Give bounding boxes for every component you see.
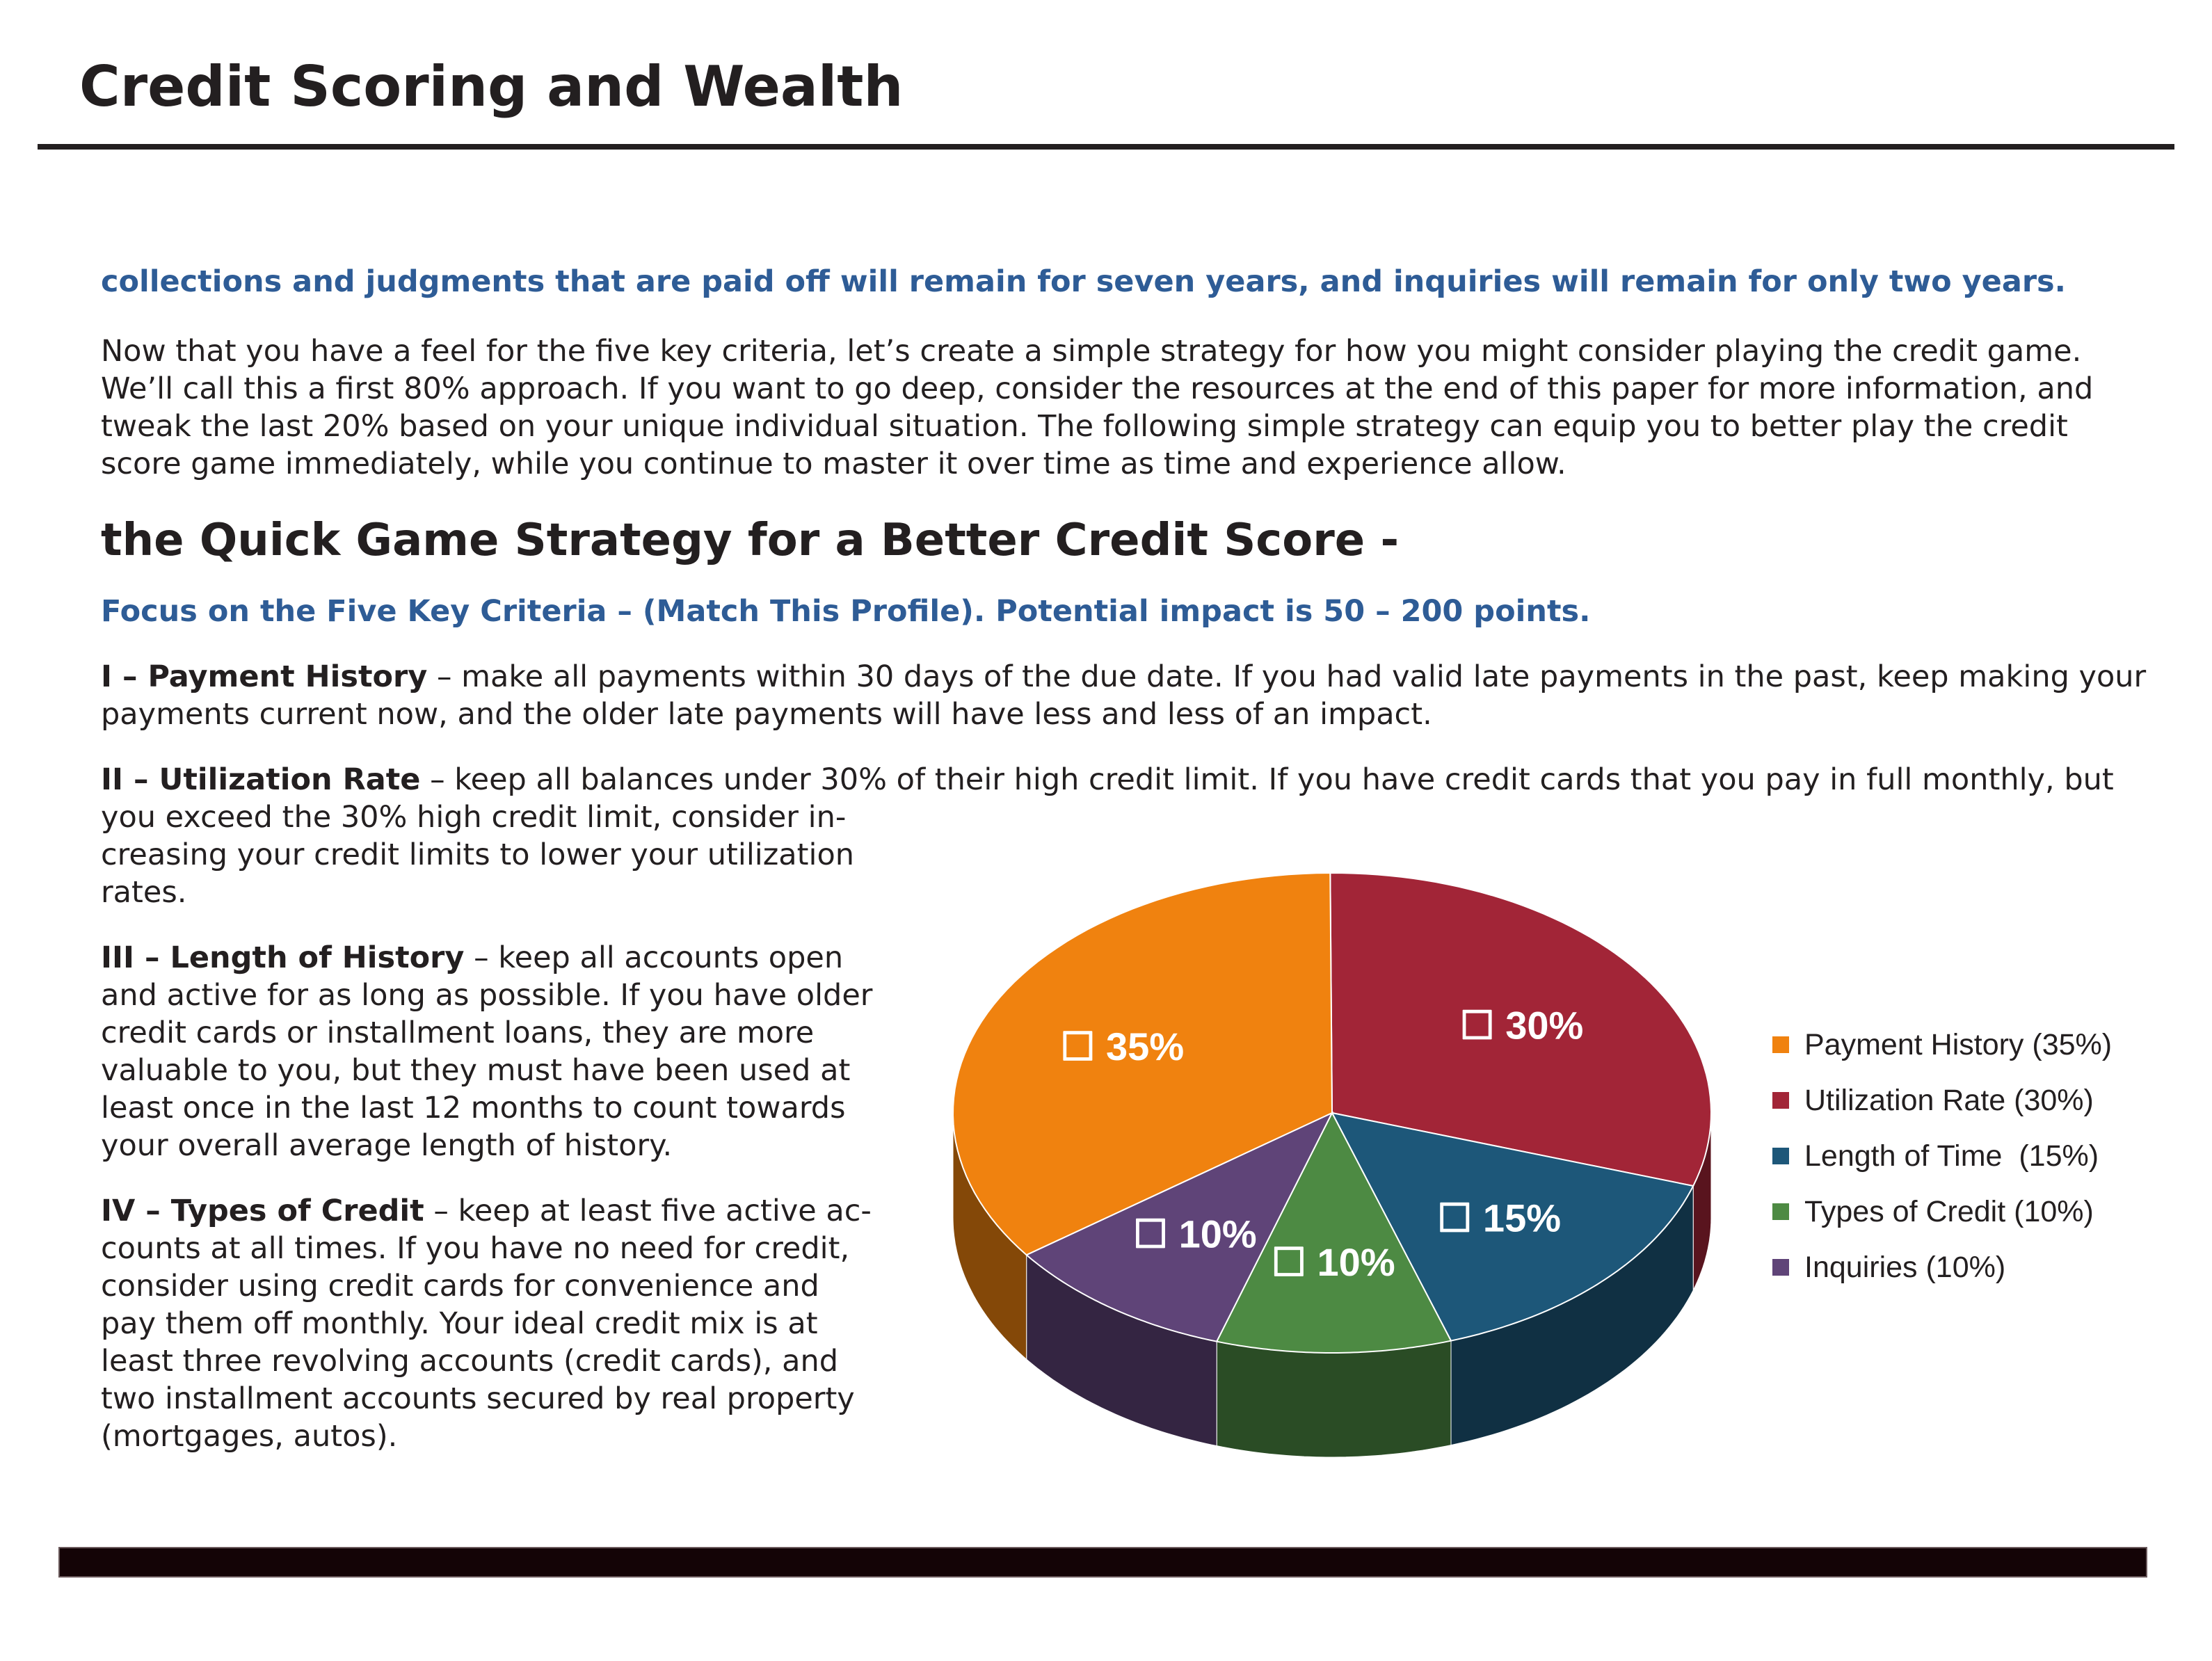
utilization-line: you exceed the 30% high credit limit, consider in- xyxy=(101,800,847,835)
pie-slice-side xyxy=(1217,1341,1451,1457)
length-history-line xyxy=(101,939,843,977)
types-credit-line: two installment accounts secured by real property xyxy=(101,1381,855,1416)
legend-item xyxy=(1772,1073,2190,1128)
utilization-line: creasing your credit limits to lower your utilization xyxy=(101,837,855,872)
types-credit-line: consider using credit cards for convenience and xyxy=(101,1269,819,1303)
credit-score-pie-chart xyxy=(932,856,1725,1461)
length-history-line: your overall average length of history. xyxy=(101,1128,673,1163)
length-history-line: and active for as long as possible. If you have older xyxy=(101,978,873,1013)
utilization-lead: II – Utilization Rate xyxy=(101,762,421,797)
legend-label: Payment History (35%) xyxy=(1804,1027,2113,1061)
pie-data-label: ☐ 30% xyxy=(1459,1003,1584,1048)
pie-data-label: ☐ 10% xyxy=(1132,1212,1257,1256)
legend-swatch xyxy=(1772,1148,1789,1164)
legend-label: Inquiries (10%) xyxy=(1804,1250,2006,1284)
payment-history-text: – make all payments within 30 days of the due date. If you had valid late payments in the past, keep making your xyxy=(427,659,2147,694)
utilization-line xyxy=(101,761,2114,799)
intro-paragraph-line: score game immediately, while you continue to master it over time as time and experience allow. xyxy=(101,447,1566,481)
footer-bar xyxy=(58,1547,2147,1578)
types-credit-line: counts at all times. If you have no need for credit, xyxy=(101,1231,850,1266)
pie-data-label: ☐ 15% xyxy=(1437,1196,1562,1240)
types-credit-text: – keep at least five active ac- xyxy=(424,1194,872,1228)
types-credit-line: (mortgages, autos). xyxy=(101,1419,398,1454)
strategy-subheading: Focus on the Five Key Criteria – (Match This Profile). Potential impact is 50 – 200 points. xyxy=(101,594,1591,629)
payment-history-line: payments current now, and the older late payments will have less and less of an impact. xyxy=(101,697,1432,732)
length-history-line: least once in the last 12 months to count towards xyxy=(101,1091,846,1125)
payment-history-line xyxy=(101,658,2146,696)
intro-paragraph-line: tweak the last 20% based on your unique individual situation. The following simple strategy can equip you to better play the credit xyxy=(101,409,2068,444)
payment-history-lead: I – Payment History xyxy=(101,659,428,694)
length-history-text: – keep all accounts open xyxy=(464,940,844,975)
length-history-line: valuable to you, but they must have been used at xyxy=(101,1053,851,1088)
pie-chart-legend xyxy=(1772,1017,2190,1295)
legend-swatch xyxy=(1772,1203,1789,1220)
section-heading: the Quick Game Strategy for a Better Credit Score - xyxy=(101,515,1399,566)
length-history-lead: III – Length of History xyxy=(101,940,465,975)
utilization-text: – keep all balances under 30% of their high credit limit. If you have credit cards that you pay in full monthly, but xyxy=(420,762,2114,797)
pie-data-label: ☐ 35% xyxy=(1060,1024,1185,1068)
intro-paragraph-line: We’ll call this a first 80% approach. If you want to go deep, consider the resources at the end of this paper for more information, and xyxy=(101,371,2094,406)
legend-label: Length of Time (15%) xyxy=(1804,1139,2099,1173)
legend-item xyxy=(1772,1239,2190,1295)
types-credit-lead: IV – Types of Credit xyxy=(101,1194,424,1228)
legend-label: Types of Credit (10%) xyxy=(1804,1194,2094,1228)
legend-item xyxy=(1772,1017,2190,1073)
utilization-line: rates. xyxy=(101,875,187,910)
legend-item xyxy=(1772,1128,2190,1184)
intro-paragraph-line: Now that you have a feel for the five key criteria, let’s create a simple strategy for how you might consider playing the credit game. xyxy=(101,334,2082,369)
pie-chart-svg xyxy=(932,856,1725,1461)
intro-highlight: collections and judgments that are paid off will remain for seven years, and inquiries will remain for only two years. xyxy=(101,264,2066,299)
types-credit-line: least three revolving accounts (credit cards), and xyxy=(101,1344,838,1379)
page-title: Credit Scoring and Wealth xyxy=(79,54,904,119)
header-divider xyxy=(38,144,2174,150)
legend-swatch xyxy=(1772,1092,1789,1109)
types-credit-line: pay them off monthly. Your ideal credit mix is at xyxy=(101,1306,818,1341)
legend-label: Utilization Rate (30%) xyxy=(1804,1083,2094,1117)
length-history-line: credit cards or installment loans, they are more xyxy=(101,1016,815,1050)
pie-data-label: ☐ 10% xyxy=(1271,1239,1395,1284)
legend-swatch xyxy=(1772,1036,1789,1053)
types-credit-line xyxy=(101,1192,872,1230)
legend-item xyxy=(1772,1184,2190,1239)
legend-swatch xyxy=(1772,1259,1789,1276)
